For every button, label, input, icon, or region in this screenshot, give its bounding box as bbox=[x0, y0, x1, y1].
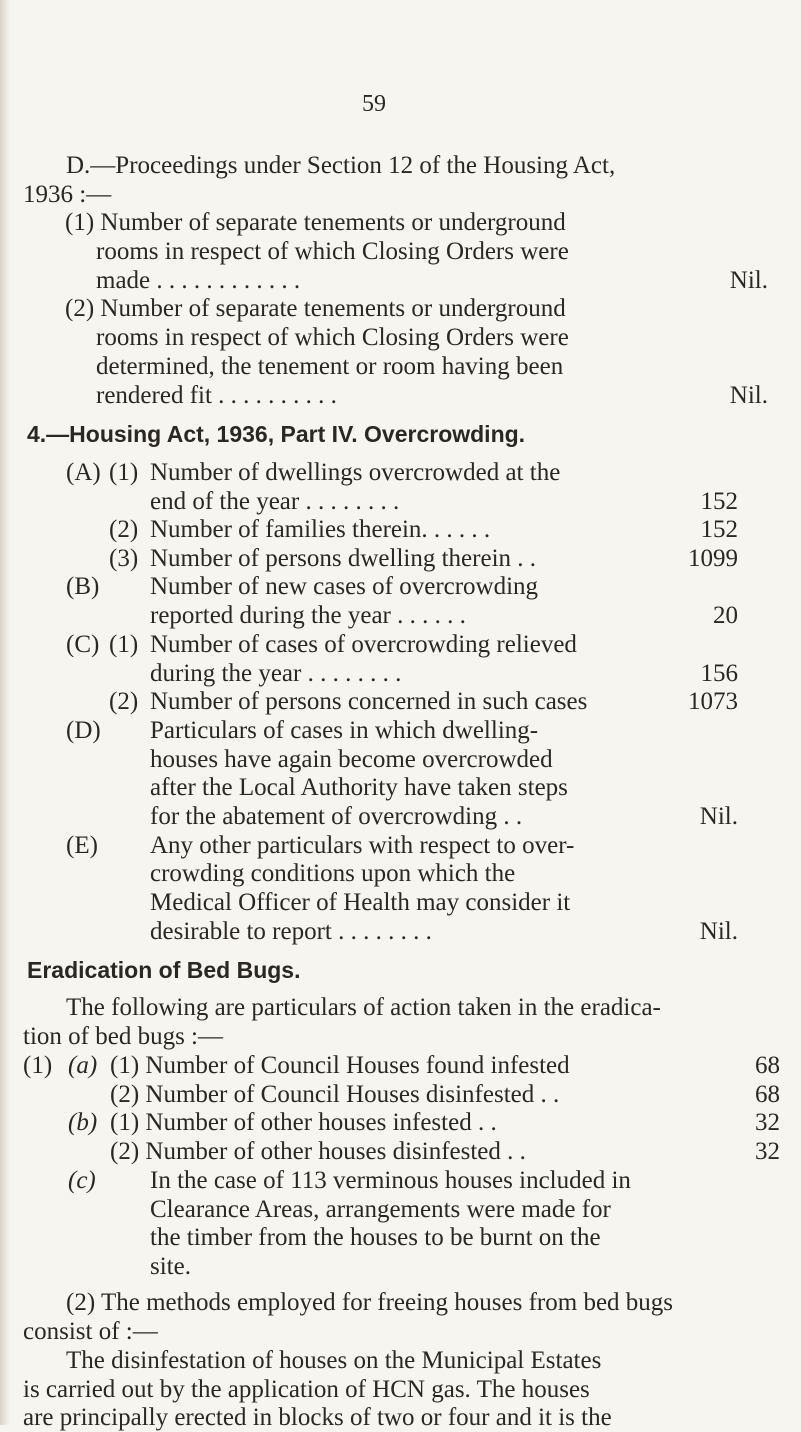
e-line: crowding conditions upon which the bbox=[150, 860, 516, 887]
bugs-c-line: site. bbox=[150, 1253, 191, 1280]
bugs-a1-value: 68 bbox=[755, 1052, 780, 1079]
bugs-c-line: In the case of 113 verminous houses included in bbox=[150, 1167, 631, 1194]
c-item2-num: (2) bbox=[109, 688, 139, 715]
e-line: Any other particulars with respect to over- bbox=[150, 832, 575, 859]
bugs-p2-line2: consist of :— bbox=[23, 1318, 158, 1345]
a-item1-line: Number of dwellings overcrowded at the bbox=[150, 459, 561, 486]
c-item1-line: during the year . . . . . . . . bbox=[150, 660, 402, 687]
c-item1-value: 156 bbox=[700, 660, 738, 687]
e-line: desirable to report . . . . . . . . bbox=[150, 918, 432, 945]
section-4-heading: 4.—Housing Act, 1936, Part IV. Overcrowding. bbox=[27, 421, 526, 447]
d-line: after the Local Authority have taken steps bbox=[150, 774, 568, 801]
label-e: (E) bbox=[66, 832, 98, 859]
bugs-a-label: (a) bbox=[68, 1052, 98, 1079]
bugs-c-line: Clearance Areas, arrangements were made for bbox=[150, 1196, 611, 1223]
bugs-c-label: (c) bbox=[68, 1167, 96, 1194]
bugs-a2-line: (2) Number of Council Houses disinfested . . bbox=[110, 1081, 560, 1108]
c-item1-line: Number of cases of overcrowding relieved bbox=[150, 631, 577, 658]
bugs-a1-line: (1) Number of Council Houses found infested bbox=[110, 1052, 570, 1079]
d-line: houses have again become overcrowded bbox=[150, 746, 553, 773]
section-d-item1-line: made . . . . . . . . . . . . bbox=[96, 267, 301, 294]
a-item3-line: Number of persons dwelling therein . . bbox=[150, 545, 537, 572]
bugs-a2-value: 68 bbox=[755, 1081, 780, 1108]
e-line: Medical Officer of Health may consider it bbox=[150, 889, 571, 916]
section-d-item1-line: rooms in respect of which Closing Orders were bbox=[96, 238, 569, 265]
section-d-item2-line: rendered fit . . . . . . . . . . bbox=[96, 382, 337, 409]
bugs-p1-num: (1) bbox=[23, 1052, 53, 1079]
page-edge-shadow bbox=[0, 0, 10, 1425]
label-a: (A) bbox=[66, 459, 101, 486]
bugs-intro-line1: The following are particulars of action taken in the eradica- bbox=[66, 994, 661, 1021]
label-c: (C) bbox=[66, 631, 100, 658]
bugs-b-label: (b) bbox=[68, 1109, 98, 1136]
bugs-c-line: the timber from the houses to be burnt on the bbox=[150, 1224, 601, 1251]
label-d: (D) bbox=[66, 717, 101, 744]
e-value: Nil. bbox=[699, 918, 738, 945]
bugs-para-line: are principally erected in blocks of two or four and it is the bbox=[23, 1404, 612, 1431]
b-line: reported during the year . . . . . . bbox=[150, 602, 466, 629]
a-item2-value: 152 bbox=[700, 516, 738, 543]
a-item1-line: end of the year . . . . . . . . bbox=[150, 488, 400, 515]
a-item1-value: 152 bbox=[700, 488, 738, 515]
label-b: (B) bbox=[66, 573, 100, 600]
section-d-item1-line: (1) Number of separate tenements or underground bbox=[65, 209, 566, 236]
d-line: Particulars of cases in which dwelling- bbox=[150, 717, 539, 744]
c-item2-line: Number of persons concerned in such cases bbox=[150, 688, 588, 715]
a-item2-line: Number of families therein. . . . . . bbox=[150, 516, 491, 543]
bugs-b1-value: 32 bbox=[755, 1109, 780, 1136]
bugs-b2-value: 32 bbox=[755, 1138, 780, 1165]
c-item1-num: (1) bbox=[109, 631, 139, 658]
c-item2-value: 1073 bbox=[688, 688, 738, 715]
section-d-title-line2: 1936 :— bbox=[23, 181, 112, 208]
section-d-title-line1: D.—Proceedings under Section 12 of the Housing Act, bbox=[66, 152, 616, 179]
a-item1-num: (1) bbox=[109, 459, 139, 486]
bugs-b1-line: (1) Number of other houses infested . . bbox=[110, 1109, 497, 1136]
section-d-item2-line: determined, the tenement or room having been bbox=[96, 353, 564, 380]
bugs-p2-line1: (2) The methods employed for freeing houses from bed bugs bbox=[66, 1289, 674, 1316]
b-line: Number of new cases of overcrowding bbox=[150, 573, 539, 600]
bugs-b2-line: (2) Number of other houses disinfested . . bbox=[110, 1138, 526, 1165]
b-value: 20 bbox=[713, 602, 738, 629]
section-d-item2-line: (2) Number of separate tenements or underground bbox=[65, 295, 566, 322]
section-d-item2-line: rooms in respect of which Closing Orders were bbox=[96, 324, 569, 351]
a-item3-value: 1099 bbox=[688, 545, 738, 572]
d-value: Nil. bbox=[699, 803, 738, 830]
d-line: for the abatement of overcrowding . . bbox=[150, 803, 523, 830]
bugs-intro-line2: tion of bed bugs :— bbox=[23, 1023, 223, 1050]
a-item3-num: (3) bbox=[109, 545, 139, 572]
bugs-para-line: is carried out by the application of HCN gas. The houses bbox=[23, 1376, 590, 1403]
page-number: 59 bbox=[362, 91, 386, 117]
bugs-para-line: The disinfestation of houses on the Municipal Estates bbox=[66, 1347, 602, 1374]
section-d-item2-value: Nil. bbox=[729, 382, 768, 409]
a-item2-num: (2) bbox=[109, 516, 139, 543]
bed-bugs-heading: Eradication of Bed Bugs. bbox=[27, 957, 301, 983]
section-d-item1-value: Nil. bbox=[729, 267, 768, 294]
